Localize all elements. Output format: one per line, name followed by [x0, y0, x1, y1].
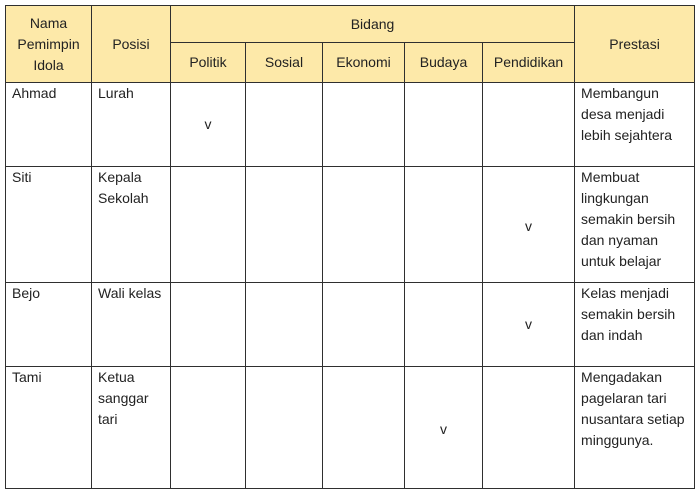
cell-pendidikan [483, 283, 575, 367]
cell-budaya [405, 283, 483, 367]
cell-ekonomi [323, 83, 405, 167]
cell-prestasi: Membuat lingkungan semakin bersih dan nyaman untuk belajar [575, 167, 695, 283]
cell-sosial [246, 283, 323, 367]
cell-posisi: Ketua sanggar tari [92, 367, 171, 489]
header-bidang: Bidang [171, 6, 575, 43]
cell-politik [171, 83, 246, 167]
header-prestasi: Prestasi [575, 6, 695, 83]
cell-prestasi: Mengadakan pagelaran tari nusantara setiap minggunya. [575, 367, 695, 489]
check-mark: v [525, 218, 533, 234]
cell-nama: Tami [6, 367, 92, 489]
leader-table [5, 5, 695, 489]
cell-nama: Ahmad [6, 83, 92, 167]
cell-budaya [405, 83, 483, 167]
check-mark: v [440, 421, 447, 437]
table-row [6, 283, 695, 367]
header-posisi: Posisi [92, 6, 171, 83]
cell-pendidikan [483, 83, 575, 167]
cell-sosial [246, 367, 323, 489]
header-sosial: Sosial [246, 43, 323, 83]
table-body [6, 83, 695, 489]
cell-nama: Bejo [6, 283, 92, 367]
cell-budaya [405, 167, 483, 283]
cell-sosial [246, 83, 323, 167]
check-mark: v [204, 116, 212, 132]
cell-nama: Siti [6, 167, 92, 283]
header-pendidikan: Pendidikan [483, 43, 575, 83]
cell-ekonomi [323, 167, 405, 283]
cell-politik [171, 167, 246, 283]
header-politik: Politik [171, 43, 246, 83]
cell-posisi: Kepala Sekolah [92, 167, 171, 283]
cell-posisi: Lurah [92, 83, 171, 167]
cell-prestasi: Membangun desa menjadi lebih sejahtera [575, 83, 695, 167]
table-row [6, 167, 695, 283]
header-ekonomi: Ekonomi [323, 43, 405, 83]
header-budaya: Budaya [405, 43, 483, 83]
table-row [6, 367, 695, 489]
header-nama: Nama Pemimpin Idola [6, 6, 92, 83]
cell-sosial [246, 167, 323, 283]
table-header [6, 6, 695, 83]
cell-ekonomi [323, 283, 405, 367]
table-row [6, 83, 695, 167]
cell-politik [171, 283, 246, 367]
cell-prestasi: Kelas menjadi semakin bersih dan indah [575, 283, 695, 367]
cell-posisi: Wali kelas [92, 283, 171, 367]
cell-ekonomi [323, 367, 405, 489]
cell-pendidikan [483, 167, 575, 283]
check-mark: v [525, 316, 533, 332]
cell-budaya [405, 367, 483, 489]
cell-pendidikan [483, 367, 575, 489]
cell-politik [171, 367, 246, 489]
